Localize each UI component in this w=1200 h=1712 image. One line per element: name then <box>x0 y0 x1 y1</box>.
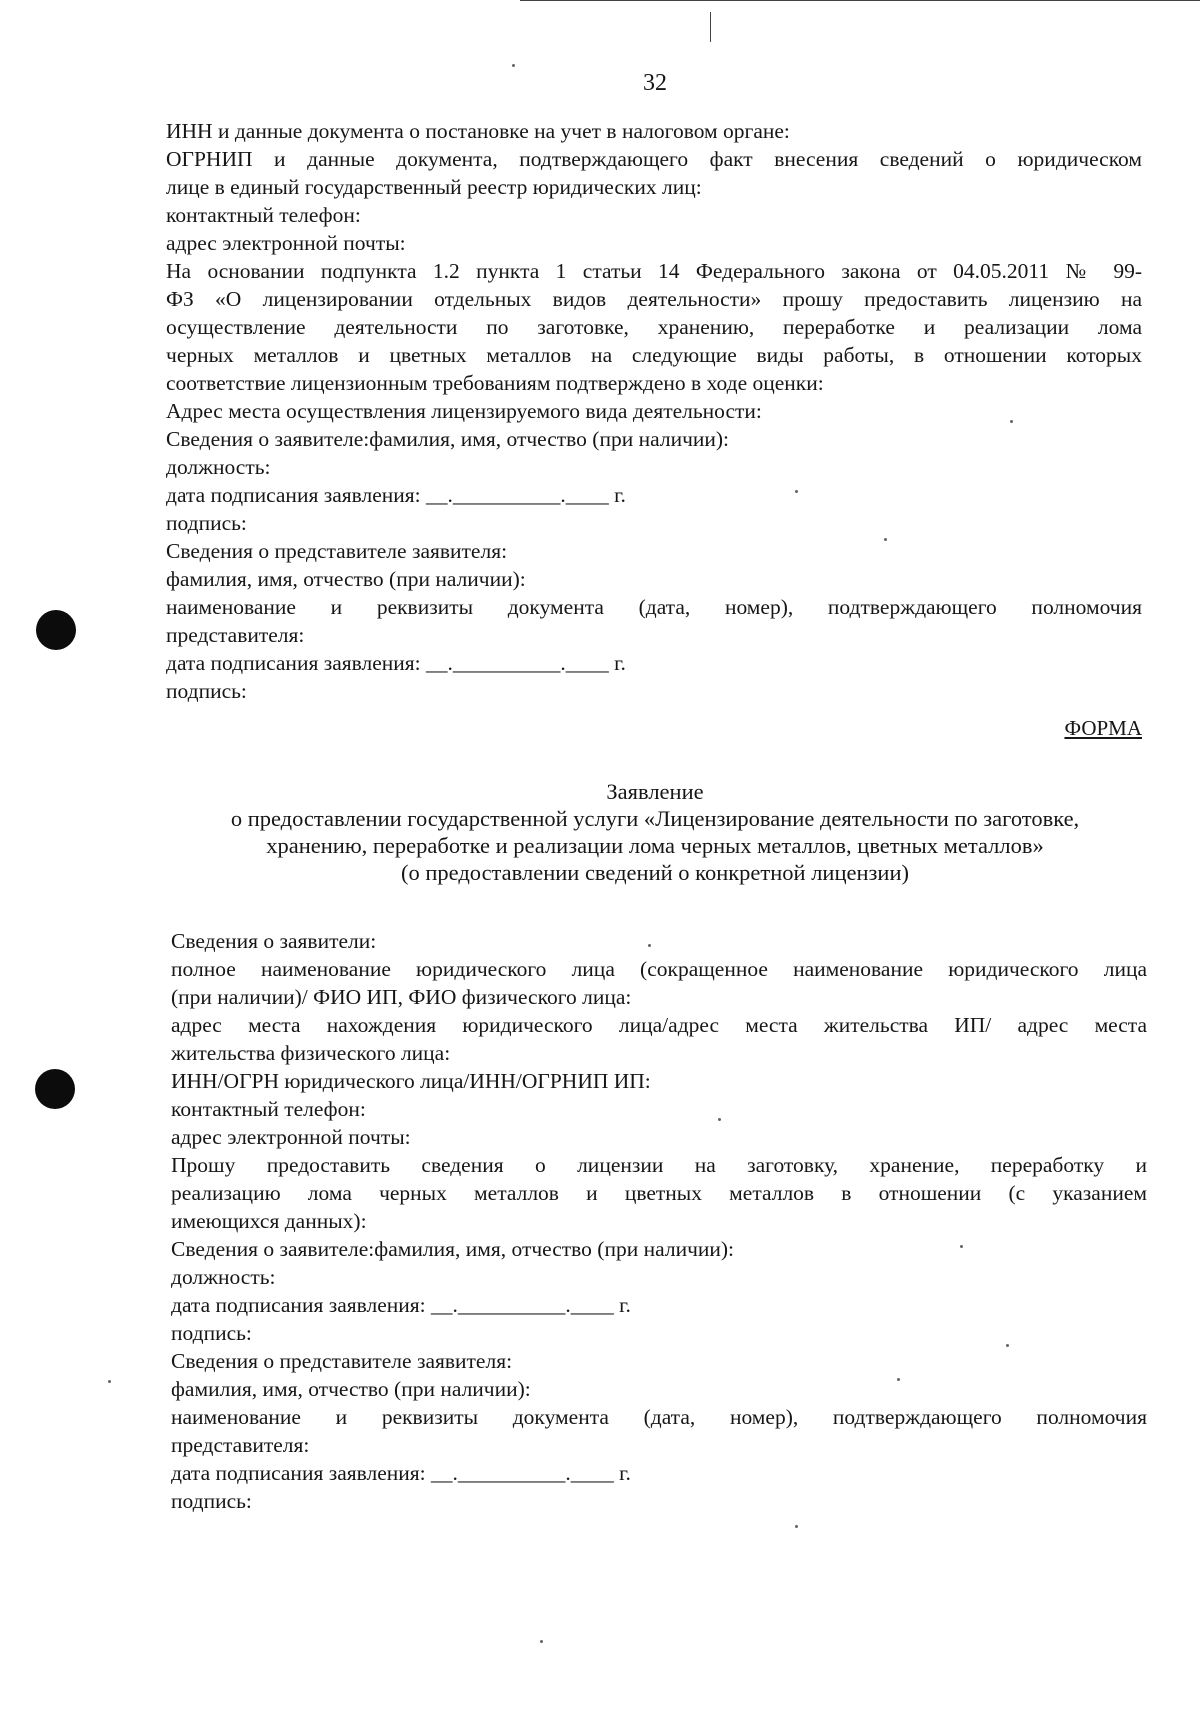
scan-speck <box>897 1378 900 1381</box>
text-line: адрес места нахождения юридического лица/адрес места жительства ИП/ адрес места <box>171 1013 1147 1037</box>
scan-speck <box>648 944 651 947</box>
text-line: ОГРНИП и данные документа, подтверждающего факт внесения сведений о юридическом <box>166 147 1142 171</box>
scan-mark <box>710 12 711 42</box>
text-line: реализацию лома черных металлов и цветных металлов в отношении (с указанием <box>171 1181 1147 1205</box>
application-title <box>150 778 1160 886</box>
scan-edge-line <box>520 0 1200 1</box>
text-line: жительства физического лица: <box>171 1041 451 1065</box>
signature-line: подпись: <box>171 1321 252 1345</box>
text-line: осуществление деятельности по заготовке, хранению, переработке и реализации лома <box>166 315 1142 339</box>
title-heading: Заявление <box>606 779 704 804</box>
text-line: На основании подпункта 1.2 пункта 1 статьи 14 Федерального закона от 04.05.2011 № 99- <box>166 259 1142 283</box>
text-line: Сведения о представителе заявителя: <box>171 1349 513 1373</box>
text-line: должность: <box>171 1265 276 1289</box>
text-line: Сведения о заявители: <box>171 929 377 953</box>
scan-speck <box>512 64 515 67</box>
text-line: Сведения о заявителе:фамилия, имя, отчество (при наличии): <box>171 1237 735 1261</box>
text-line: Прошу предоставить сведения о лицензии на заготовку, хранение, переработку и <box>171 1153 1147 1177</box>
signing-date-line: дата подписания заявления: __.__________.____ г. <box>166 651 626 675</box>
text-line: имеющихся данных): <box>171 1209 367 1233</box>
scan-speck <box>960 1245 963 1248</box>
scan-speck <box>884 538 887 541</box>
section-1 <box>166 117 1142 705</box>
signing-date-line: дата подписания заявления: __.__________.____ г. <box>166 483 626 507</box>
scan-speck <box>795 490 798 493</box>
text-line: ИНН и данные документа о постановке на учет в налоговом органе: <box>166 119 790 143</box>
signing-date-line: дата подписания заявления: __.__________.____ г. <box>171 1293 631 1317</box>
text-line: Сведения о представителе заявителя: <box>166 539 508 563</box>
scan-speck <box>795 1525 798 1528</box>
scan-speck <box>1010 420 1013 423</box>
signing-date-line: дата подписания заявления: __.__________.____ г. <box>171 1461 631 1485</box>
signature-line: подпись: <box>171 1489 252 1513</box>
title-line: хранению, переработке и реализации лома черных металлов, цветных металлов» <box>266 833 1044 858</box>
text-line: наименование и реквизиты документа (дата, номер), подтверждающего полномочия <box>166 595 1142 619</box>
text-line: фамилия, имя, отчество (при наличии): <box>166 567 526 591</box>
scan-speck <box>718 1118 721 1121</box>
text-line: наименование и реквизиты документа (дата, номер), подтверждающего полномочия <box>171 1405 1147 1429</box>
scan-speck <box>540 1640 543 1643</box>
text-line: контактный телефон: <box>171 1097 366 1121</box>
section-2 <box>171 927 1147 1515</box>
text-line: адрес электронной почты: <box>171 1125 411 1149</box>
text-line: ИНН/ОГРН юридического лица/ИНН/ОГРНИП ИП: <box>171 1069 651 1093</box>
text-line: полное наименование юридического лица (сокращенное наименование юридического лица <box>171 957 1147 981</box>
scan-speck <box>108 1380 111 1383</box>
text-line: фамилия, имя, отчество (при наличии): <box>171 1377 531 1401</box>
text-line: соответствие лицензионным требованиям подтверждено в ходе оценки: <box>166 371 824 395</box>
signature-line: подпись: <box>166 679 247 703</box>
punch-hole <box>36 610 76 650</box>
text-line: представителя: <box>166 623 305 647</box>
punch-hole <box>35 1069 75 1109</box>
text-line: ФЗ «О лицензировании отдельных видов деятельности» прошу предоставить лицензию на <box>166 287 1142 311</box>
title-line: о предоставлении государственной услуги «Лицензирование деятельности по заготовке, <box>230 806 1080 831</box>
title-line: (о предоставлении сведений о конкретной лицензии) <box>400 860 910 885</box>
page-number: 32 <box>643 70 667 96</box>
text-line: представителя: <box>171 1433 310 1457</box>
text-line: Сведения о заявителе:фамилия, имя, отчество (при наличии): <box>166 427 730 451</box>
text-line: лице в единый государственный реестр юридических лиц: <box>166 175 702 199</box>
text-line: контактный телефон: <box>166 203 361 227</box>
signature-line: подпись: <box>166 511 247 535</box>
text-line: адрес электронной почты: <box>166 231 406 255</box>
text-line: (при наличии)/ ФИО ИП, ФИО физического лица: <box>171 985 632 1009</box>
text-line: Адрес места осуществления лицензируемого вида деятельности: <box>166 399 762 423</box>
scan-speck <box>1006 1344 1009 1347</box>
form-label: ФОРМА <box>1064 716 1142 740</box>
text-line: черных металлов и цветных металлов на следующие виды работы, в отношении которых <box>166 343 1142 367</box>
text-line: должность: <box>166 455 271 479</box>
